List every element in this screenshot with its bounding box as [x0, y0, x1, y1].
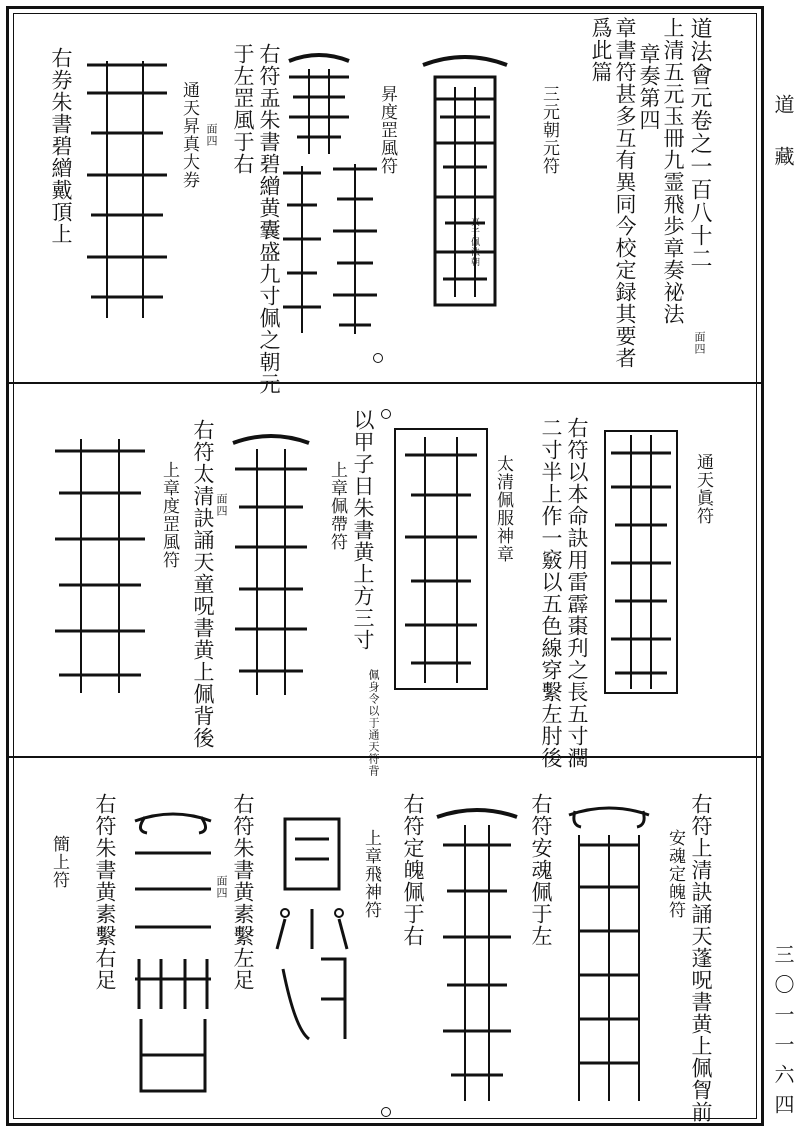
- ring-mark: [381, 409, 391, 419]
- body-text: 章書符甚多互有異同今校定録其要者: [613, 17, 637, 369]
- body-text: 二寸半上作一竅以五色線穿繫左肘後: [539, 417, 563, 769]
- talisman-glyph: [325, 159, 385, 339]
- body-text: 于左罡風于右: [231, 43, 255, 175]
- talisman-glyph: [265, 809, 359, 1049]
- talisman-glyph: [125, 809, 221, 1099]
- talisman-glyph: [77, 53, 173, 323]
- talisman-note: 真子佩法朝: [469, 217, 479, 267]
- body-text: 右符以本命訣用雷霹棗刋之長五寸濶: [565, 417, 589, 769]
- body-text: 爲此篇: [589, 17, 613, 83]
- talisman-glyph: [599, 427, 683, 697]
- chapter-heading: 章奏第四: [637, 43, 661, 131]
- ring-mark: [373, 353, 383, 363]
- talisman-caption: 太清佩服神章: [493, 455, 513, 563]
- talisman-glyph: [45, 431, 155, 699]
- face-mark: 面四: [215, 875, 228, 899]
- section-subtitle: 上清五元玉冊九霊飛歩章奏祕法: [661, 17, 685, 325]
- talisman-glyph: [415, 47, 515, 309]
- talisman-glyph: [391, 425, 491, 693]
- face-mark: 面四: [693, 331, 706, 355]
- margin-label: 道: [771, 94, 795, 124]
- body-text: 右符定魄佩于右: [401, 793, 425, 947]
- inline-note: 佩身令以于通天符背: [367, 669, 380, 777]
- talisman-caption: 上章度罡風符: [159, 461, 179, 569]
- margin-label: 藏: [771, 146, 795, 176]
- talisman-glyph: [277, 161, 327, 339]
- talisman-caption: 簡上符: [49, 835, 69, 889]
- talisman-glyph: [561, 805, 657, 1105]
- talisman-glyph: [429, 805, 525, 1105]
- talisman-caption: 通天昇真大券: [179, 81, 199, 189]
- body-text: 右符朱書黄素繫右足: [93, 793, 117, 991]
- talisman-caption: 昇度罡風符: [377, 85, 397, 175]
- body-text: 以甲子日朱書黄上方三寸: [351, 409, 375, 651]
- talisman-caption: 上章佩帶符: [327, 461, 347, 551]
- body-text: 右符上清訣誦天蓬呪書黄上佩胷前: [689, 793, 713, 1123]
- talisman-caption: 安魂定魄符: [665, 829, 685, 919]
- page-frame: [6, 6, 764, 1126]
- face-mark: 面四: [215, 493, 228, 517]
- body-text: 右符朱書黄素繫左足: [231, 793, 255, 991]
- body-text: 右券朱書碧繒戴頂上: [49, 47, 73, 245]
- volume-title: 道法會元卷之一百八十二: [687, 17, 712, 270]
- panel-divider-2: [9, 756, 761, 758]
- talisman-caption: 三元朝元符: [539, 85, 559, 175]
- page-number: 三〇一一六四: [771, 944, 795, 1124]
- ring-mark: [381, 1107, 391, 1117]
- body-text: 右符太清訣誦天童呪書黄上佩背後: [191, 419, 215, 749]
- face-mark: 面四: [205, 123, 218, 147]
- body-text: 右符盂朱書碧繒黄囊盛九寸佩之朝元: [257, 43, 281, 395]
- talisman-glyph: [223, 429, 319, 699]
- body-text: 右符安魂佩于左: [529, 793, 553, 947]
- talisman-caption: 通天眞符: [693, 453, 713, 525]
- talisman-caption: 上章飛神符: [361, 829, 381, 919]
- panel-divider-1: [9, 382, 761, 384]
- talisman-glyph: [279, 49, 359, 159]
